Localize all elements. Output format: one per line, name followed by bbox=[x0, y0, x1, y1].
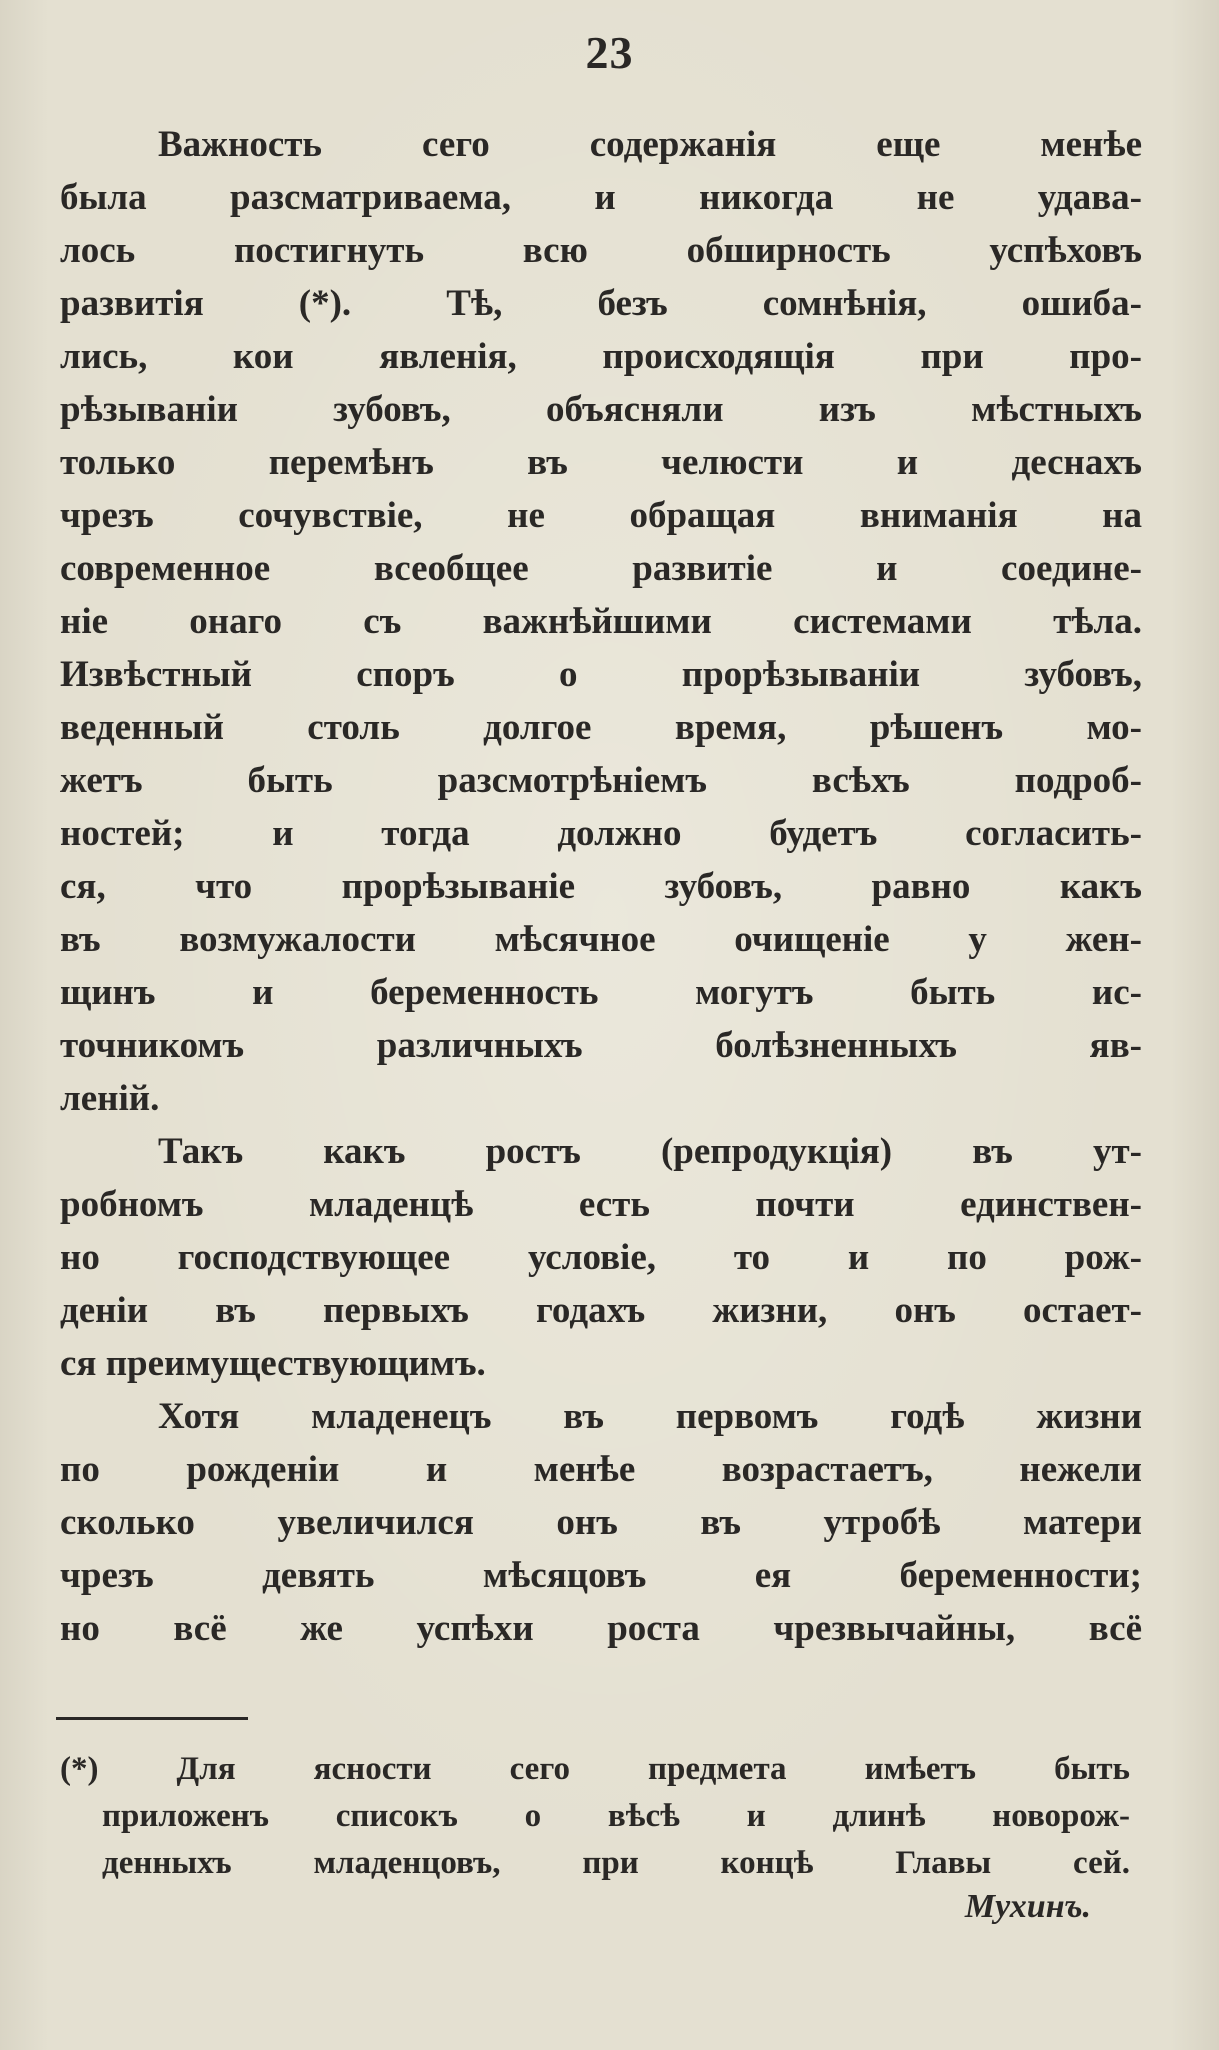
text-line: Такъ какъ ростъ (репродукція) въ ут- bbox=[158, 1131, 1142, 1172]
text-line: жетъ быть разсмотрѣніемъ всѣхъ подроб- bbox=[60, 760, 1142, 801]
footnote-line: (*) Для ясности сего предмета имѣетъ быть bbox=[60, 1751, 1130, 1787]
text-line: Хотя младенецъ въ первомъ годѣ жизни bbox=[158, 1396, 1142, 1437]
footnote bbox=[60, 1746, 1130, 1887]
text-line: сколько увеличился онъ въ утробѣ матери bbox=[60, 1502, 1142, 1543]
footnote-line: денныхъ младенцовъ, при концѣ Главы сей. bbox=[102, 1845, 1130, 1881]
footnote-line: приложенъ списокъ о вѣсѣ и длинѣ новорож- bbox=[102, 1798, 1130, 1834]
text-line: была разсматриваема, и никогда не удава- bbox=[60, 177, 1142, 218]
footnote-signature: Мухинъ. bbox=[964, 1888, 1091, 1925]
text-line: робномъ младенцѣ есть почти единствен- bbox=[60, 1184, 1142, 1225]
text-line: ся преимуществующимъ. bbox=[60, 1343, 486, 1384]
body-text bbox=[60, 118, 1142, 1655]
text-line: щинъ и беременность могутъ быть ис- bbox=[60, 972, 1142, 1013]
text-line: чрезъ девять мѣсяцовъ ея беременности; bbox=[60, 1555, 1142, 1596]
text-line: Извѣстный споръ о прорѣзываніи зубовъ, bbox=[60, 654, 1142, 695]
text-line: деніи въ первыхъ годахъ жизни, онъ остает- bbox=[60, 1290, 1142, 1331]
text-line: чрезъ сочувствіе, не обращая вниманія на bbox=[60, 495, 1142, 536]
text-line: ніе онаго съ важнѣйшими системами тѣла. bbox=[60, 601, 1142, 642]
text-line: точникомъ различныхъ болѣзненныхъ яв- bbox=[60, 1025, 1142, 1066]
footnote-divider bbox=[56, 1717, 248, 1720]
text-line: рѣзываніи зубовъ, объясняли изъ мѣстныхъ bbox=[60, 389, 1142, 430]
text-line: но всё же успѣхи роста чрезвычайны, всё bbox=[60, 1608, 1142, 1649]
text-line: только перемѣнъ въ челюсти и деснахъ bbox=[60, 442, 1142, 483]
page-number: 23 bbox=[585, 27, 634, 78]
text-line: лось постигнуть всю обширность успѣховъ bbox=[60, 230, 1142, 271]
text-line: лись, кои явленія, происходящія при про- bbox=[60, 336, 1142, 377]
text-line: леній. bbox=[60, 1078, 160, 1119]
text-line: ся, что прорѣзываніе зубовъ, равно какъ bbox=[60, 866, 1142, 907]
text-line: ностей; и тогда должно будетъ согласить- bbox=[60, 813, 1142, 854]
text-line: современное всеобщее развитіе и соедине- bbox=[60, 548, 1142, 589]
text-line: Важность сего содержанія еще менѣе bbox=[158, 124, 1142, 165]
text-line: веденный столь долгое время, рѣшенъ мо- bbox=[60, 707, 1142, 748]
text-line: развитія (*). Тѣ, безъ сомнѣнія, ошиба- bbox=[60, 283, 1142, 324]
text-line: въ возмужалости мѣсячное очищеніе у жен- bbox=[60, 919, 1142, 960]
text-line: но господствующее условіе, то и по рож- bbox=[60, 1237, 1142, 1278]
text-line: по рожденіи и менѣе возрастаетъ, нежели bbox=[60, 1449, 1142, 1490]
